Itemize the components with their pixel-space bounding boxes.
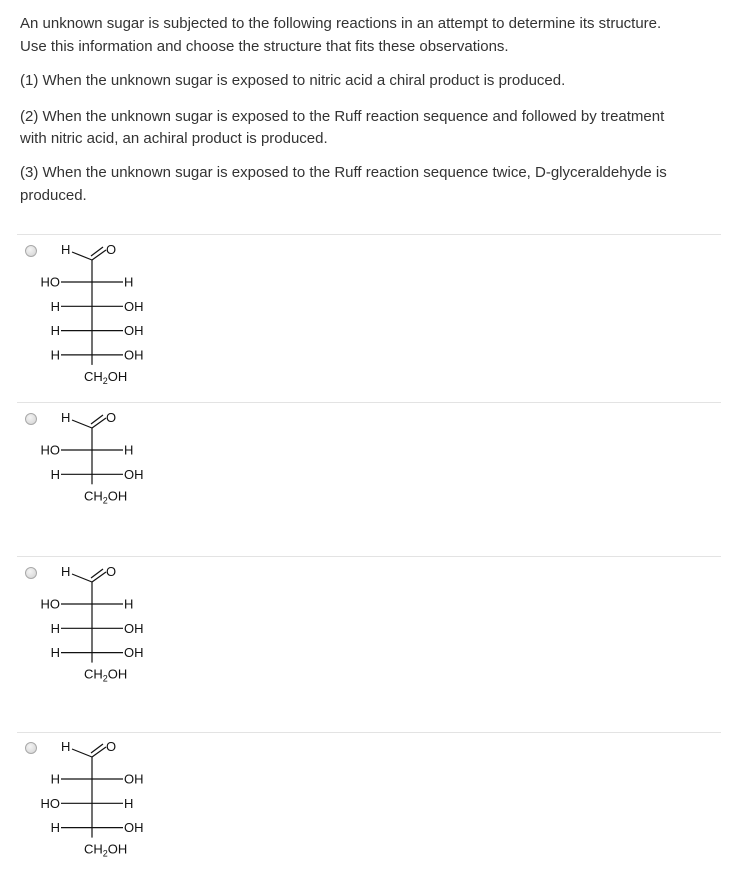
question-intro-line-2: Use this information and choose the structure that fits these observations.	[20, 38, 509, 55]
substituent-right: H	[123, 596, 134, 612]
substituent-left: H	[50, 466, 61, 482]
substituent-right: OH	[123, 645, 144, 661]
observation-3-line-2: produced.	[20, 187, 87, 204]
fischer-structure-4[interactable]	[40, 735, 160, 862]
substituent-left: HO	[40, 442, 61, 458]
substituent-left: HO	[40, 274, 61, 290]
option-radio-2[interactable]	[25, 413, 37, 425]
aldehyde-h-bond	[72, 574, 92, 582]
ch2oh-label: $CH_2OH$	[84, 666, 128, 684]
fischer-structure-3[interactable]	[40, 560, 160, 687]
observation-3-line-1: (3) When the unknown sugar is exposed to the Ruff reaction sequence twice, D-glyceraldehyde is	[20, 164, 667, 181]
substituent-left: H	[50, 771, 61, 787]
option-divider	[17, 234, 721, 235]
carbonyl-bond-1	[92, 418, 106, 428]
ch2oh-label: $CH_2OH$	[84, 368, 128, 386]
substituent-right: H	[123, 274, 134, 290]
substituent-left: H	[50, 820, 61, 836]
aldehyde-h-bond	[72, 420, 92, 428]
substituent-left: HO	[40, 795, 61, 811]
substituent-right: OH	[123, 347, 144, 363]
substituent-left: H	[50, 645, 61, 661]
aldehyde-h-label: H	[61, 241, 71, 257]
substituent-right: OH	[123, 620, 144, 636]
option-radio-3[interactable]	[25, 567, 37, 579]
observation-1: (1) When the unknown sugar is exposed to nitric acid a chiral product is produced.	[20, 72, 566, 89]
ch2oh-label: $CH_2OH$	[84, 841, 128, 859]
carbonyl-bond-1	[92, 250, 106, 260]
observation-2-line-2: with nitric acid, an achiral product is produced.	[20, 130, 328, 147]
substituent-right: OH	[123, 771, 144, 787]
ch2oh-label: $CH_2OH$	[84, 488, 128, 506]
question-intro-line-1: An unknown sugar is subjected to the following reactions in an attempt to determine its structure.	[20, 15, 662, 32]
aldehyde-o-label: O	[105, 409, 117, 425]
aldehyde-h-label: H	[61, 563, 71, 579]
substituent-right: H	[123, 442, 134, 458]
fischer-structure-1[interactable]	[40, 238, 160, 389]
option-divider	[17, 402, 721, 403]
substituent-right: OH	[123, 323, 144, 339]
substituent-left: H	[50, 620, 61, 636]
carbonyl-bond-2	[91, 415, 103, 424]
option-radio-4[interactable]	[25, 742, 37, 754]
substituent-left: H	[50, 347, 61, 363]
substituent-right: OH	[123, 466, 144, 482]
option-radio-1[interactable]	[25, 245, 37, 257]
carbonyl-bond-2	[91, 247, 103, 256]
carbonyl-bond-1	[92, 572, 106, 582]
aldehyde-h-label: H	[61, 738, 71, 754]
aldehyde-o-label: O	[105, 241, 117, 257]
aldehyde-h-bond	[72, 749, 92, 757]
aldehyde-o-label: O	[105, 738, 117, 754]
substituent-right: OH	[123, 820, 144, 836]
aldehyde-o-label: O	[105, 563, 117, 579]
substituent-right: OH	[123, 298, 144, 314]
option-divider	[17, 732, 721, 733]
option-divider	[17, 556, 721, 557]
fischer-structure-2[interactable]	[40, 406, 160, 508]
carbonyl-bond-1	[92, 747, 106, 757]
aldehyde-h-label: H	[61, 409, 71, 425]
substituent-right: H	[123, 795, 134, 811]
observation-2-line-1: (2) When the unknown sugar is exposed to the Ruff reaction sequence and followed by treatment	[20, 108, 665, 125]
substituent-left: H	[50, 298, 61, 314]
carbonyl-bond-2	[91, 744, 103, 753]
substituent-left: HO	[40, 596, 61, 612]
substituent-left: H	[50, 323, 61, 339]
aldehyde-h-bond	[72, 252, 92, 260]
carbonyl-bond-2	[91, 569, 103, 578]
